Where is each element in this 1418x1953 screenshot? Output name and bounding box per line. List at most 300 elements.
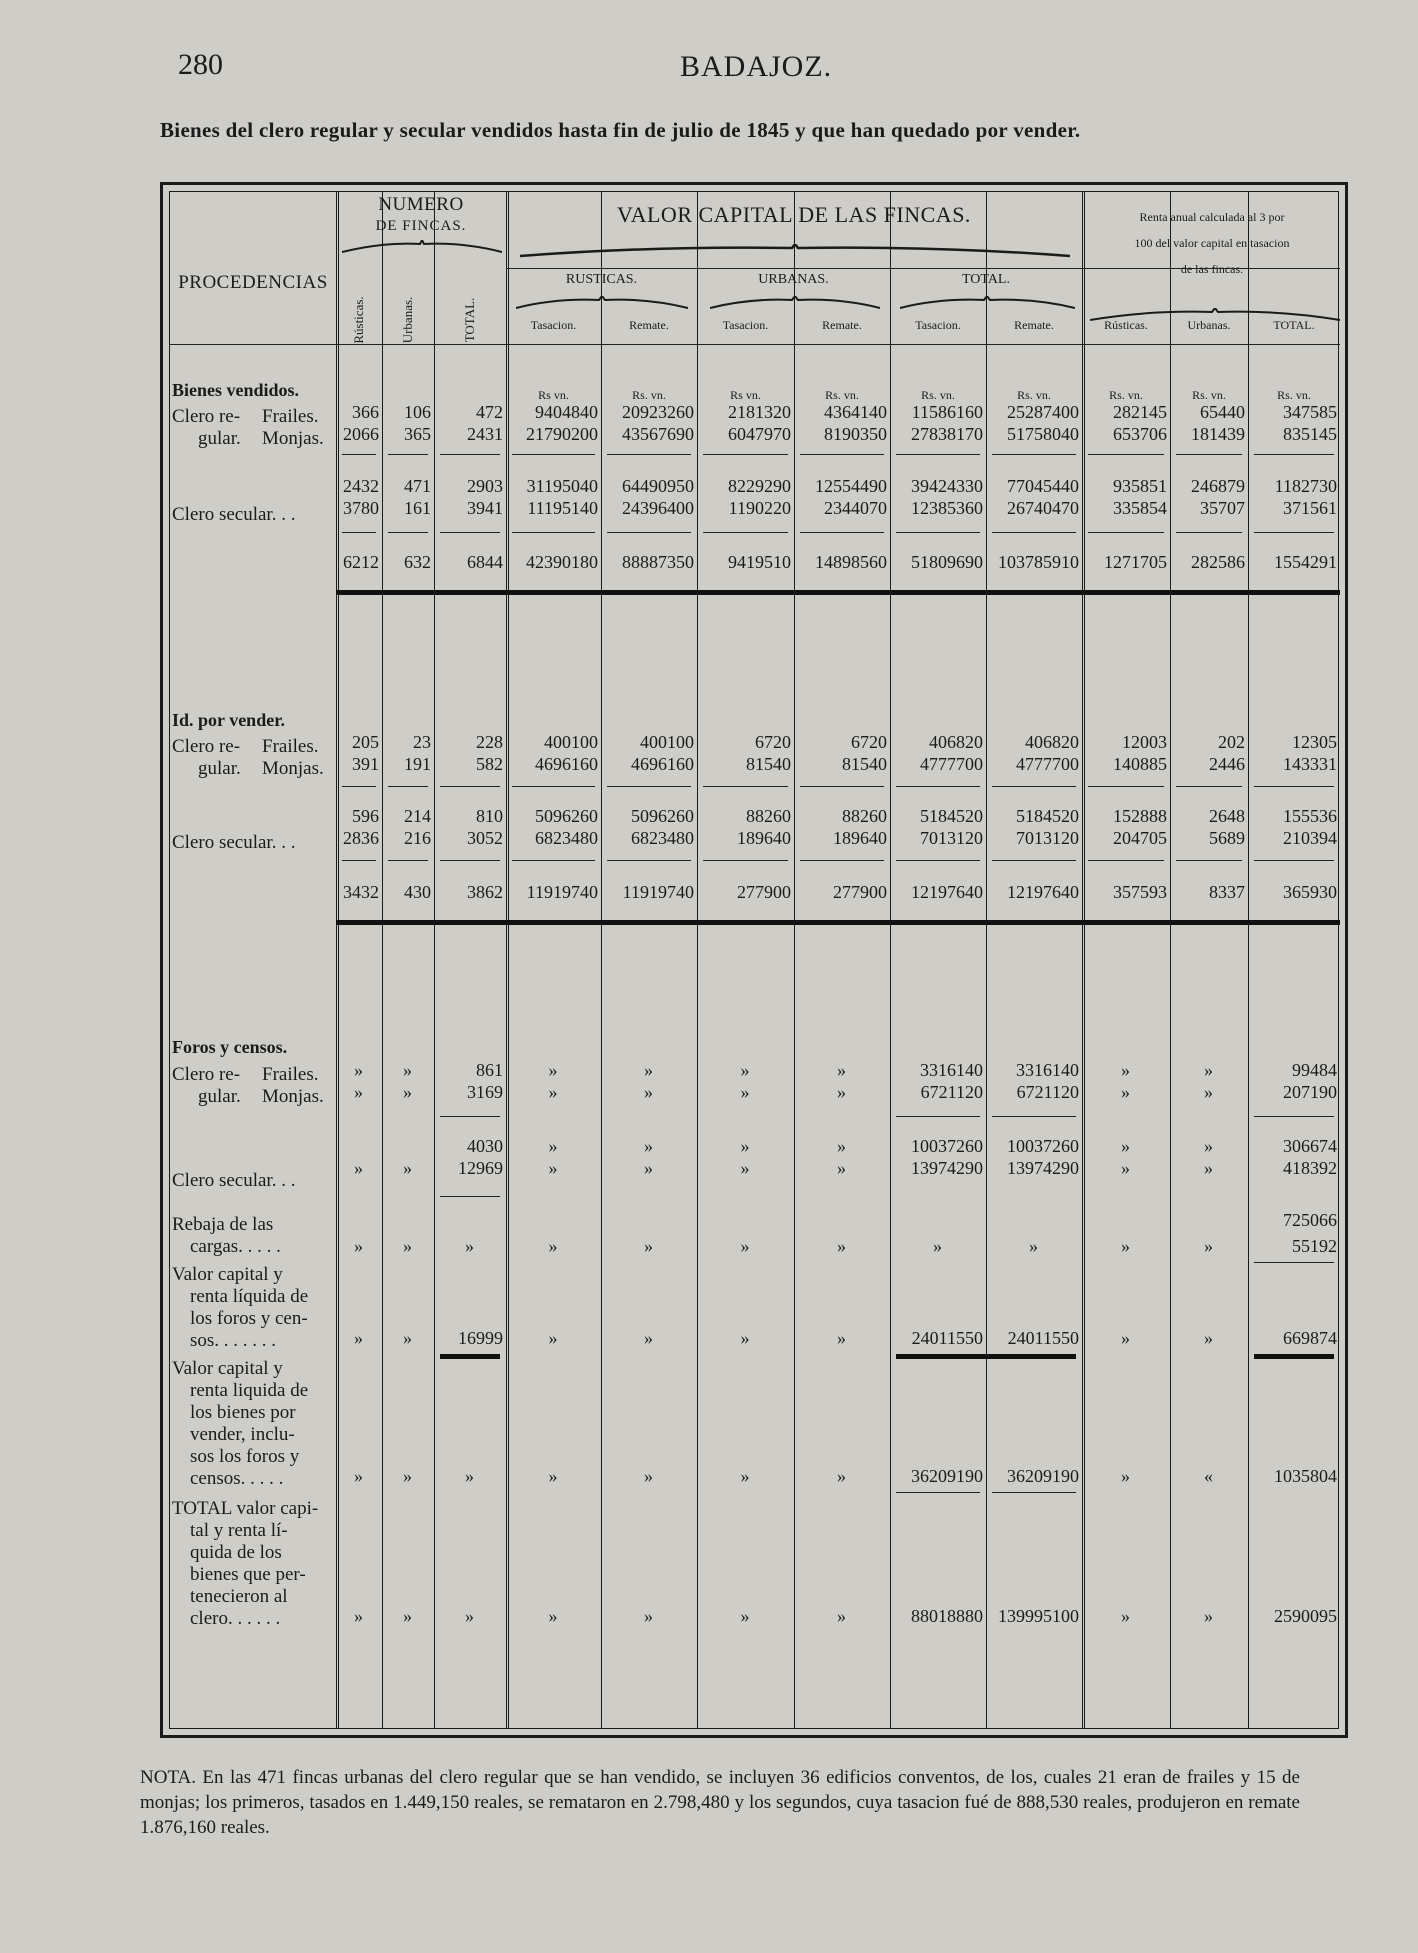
table-cell: 582 — [476, 754, 503, 774]
table-cell: 9419510 — [728, 552, 791, 572]
table-cell: 43567690 — [622, 424, 694, 444]
table-cell: 207190 — [1283, 1082, 1337, 1102]
table-cell: 669874 — [1283, 1328, 1337, 1348]
units-label: Rs. vn. — [632, 388, 666, 402]
label-vc-foros: Valor capital y — [172, 1264, 283, 1285]
label-clero-re: Clero re- — [172, 406, 241, 427]
label-vc-bienes: vender, inclu- — [190, 1424, 295, 1445]
table-cell: » — [1204, 1060, 1213, 1080]
sum-rule — [1176, 454, 1242, 455]
table-cell: » — [933, 1236, 942, 1256]
sum-rule — [607, 532, 691, 533]
sum-rule — [1254, 1116, 1334, 1117]
table-cell: 391 — [352, 754, 379, 774]
table-cell: 3432 — [343, 882, 379, 902]
table-cell: » — [837, 1082, 846, 1102]
table-cell: » — [354, 1236, 363, 1256]
table-cell: » — [1204, 1136, 1213, 1156]
sum-rule — [342, 860, 376, 861]
table-title: Bienes del clero regular y secular vendidos hasta fin de julio de 1845 y que han quedado por vender. — [160, 118, 1081, 142]
units-label: Rs vn. — [730, 388, 761, 402]
table-cell: » — [1121, 1328, 1130, 1348]
table-cell: 2590095 — [1274, 1606, 1337, 1626]
sum-rule — [896, 454, 980, 455]
sum-rule — [440, 532, 500, 533]
table-cell: 365930 — [1283, 882, 1337, 902]
table-cell: 81540 — [842, 754, 887, 774]
table-cell: » — [837, 1328, 846, 1348]
table-cell: 7013120 — [920, 828, 983, 848]
table-cell: 88018880 — [911, 1606, 983, 1626]
table-cell: 2344070 — [824, 498, 887, 518]
table-cell: 653706 — [1113, 424, 1167, 444]
table-cell: 77045440 — [1007, 476, 1079, 496]
header-remate: Remate. — [1014, 318, 1054, 332]
table-cell: 6721120 — [920, 1082, 983, 1102]
table-cell: » — [837, 1136, 846, 1156]
sum-rule — [992, 1116, 1076, 1117]
sum-rule — [800, 532, 884, 533]
header-brace — [900, 296, 1075, 310]
table-cell: » — [740, 1236, 750, 1256]
table-cell: 632 — [404, 552, 431, 572]
section-rule-thick — [1254, 1354, 1334, 1359]
header-remate: Remate. — [822, 318, 862, 332]
table-cell: » — [548, 1082, 558, 1102]
table-cell: 3862 — [467, 882, 503, 902]
table-cell: » — [740, 1606, 750, 1626]
table-cell: 55192 — [1292, 1236, 1337, 1256]
table-cell: 189640 — [833, 828, 887, 848]
label-clero-re: Clero re- — [172, 1064, 241, 1085]
table-cell: 64490950 — [622, 476, 694, 496]
sum-rule — [992, 454, 1076, 455]
table-cell: » — [403, 1082, 412, 1102]
sum-rule — [992, 1492, 1076, 1493]
table-cell: 6823480 — [535, 828, 598, 848]
sum-rule — [1254, 532, 1334, 533]
sum-rule — [992, 786, 1076, 787]
table-cell: 152888 — [1113, 806, 1167, 826]
label-clero-re: Clero re- — [172, 736, 241, 757]
column-rule — [890, 192, 891, 1728]
table-cell: 4777700 — [920, 754, 983, 774]
header-tasacion: Tasacion. — [915, 318, 961, 332]
table-cell: 282145 — [1113, 402, 1167, 422]
table-cell: » — [403, 1158, 412, 1178]
table-cell: 12305 — [1292, 732, 1337, 752]
sum-rule — [1088, 860, 1164, 861]
table-cell: » — [548, 1158, 558, 1178]
units-label: Rs. vn. — [1109, 388, 1143, 402]
table-cell: 16999 — [458, 1328, 503, 1348]
table-cell: 282586 — [1191, 552, 1245, 572]
label-frailes: Frailes. — [262, 736, 319, 757]
table-cell: » — [837, 1466, 846, 1486]
table-cell: 2836 — [343, 828, 379, 848]
sum-rule — [1176, 860, 1242, 861]
label-vc-bienes: Valor capital y — [172, 1358, 283, 1379]
column-rule — [986, 192, 987, 1728]
table-cell: 4696160 — [631, 754, 694, 774]
table-cell: 277900 — [833, 882, 887, 902]
sum-rule — [800, 454, 884, 455]
table-cell: » — [1204, 1606, 1213, 1626]
table-cell: 7013120 — [1016, 828, 1079, 848]
label-vc-bienes: sos los foros y — [190, 1446, 300, 1467]
table-cell: 12385360 — [911, 498, 983, 518]
column-rule — [794, 192, 795, 1728]
table-cell: 8229290 — [728, 476, 791, 496]
sum-rule — [896, 1492, 980, 1493]
table-cell: 106 — [404, 402, 431, 422]
label-total-clero: bienes que per- — [190, 1564, 306, 1585]
label-vc-foros: sos. . . . . . . — [190, 1330, 277, 1351]
sum-rule — [703, 532, 788, 533]
table-cell: » — [1121, 1060, 1130, 1080]
table-cell: 21790200 — [526, 424, 598, 444]
column-rule — [697, 192, 698, 1728]
header-brace — [516, 296, 688, 310]
sum-rule — [1254, 860, 1334, 861]
table-cell: 155536 — [1283, 806, 1337, 826]
data-table — [160, 182, 1348, 1738]
table-cell: » — [1204, 1158, 1213, 1178]
label-rebaja: cargas. . . . . — [190, 1236, 281, 1257]
table-cell: 189640 — [737, 828, 791, 848]
sum-rule — [607, 860, 691, 861]
table-cell: » — [740, 1136, 750, 1156]
table-cell: 140885 — [1113, 754, 1167, 774]
sum-rule — [342, 454, 376, 455]
table-cell: 5096260 — [535, 806, 598, 826]
sum-rule — [992, 532, 1076, 533]
table-cell: 2432 — [343, 476, 379, 496]
table-cell: 596 — [352, 806, 379, 826]
table-cell: 430 — [404, 882, 431, 902]
label-vc-bienes: renta liquida de — [190, 1380, 309, 1401]
sum-rule — [607, 454, 691, 455]
table-cell: 13974290 — [911, 1158, 983, 1178]
table-cell: 418392 — [1283, 1158, 1337, 1178]
sum-rule — [342, 532, 376, 533]
table-cell: 36209190 — [911, 1466, 983, 1486]
header-renta-l1: Renta anual calculada al 3 por — [1139, 210, 1285, 224]
table-cell: 406820 — [1025, 732, 1079, 752]
table-cell: 725066 — [1283, 1210, 1337, 1230]
table-cell: 35707 — [1200, 498, 1245, 518]
table-cell: 20923260 — [622, 402, 694, 422]
table-cell: 103785910 — [998, 552, 1079, 572]
units-label: Rs. vn. — [825, 388, 859, 402]
table-cell: » — [354, 1060, 363, 1080]
table-cell: 191 — [404, 754, 431, 774]
page-number: 280 — [178, 48, 223, 81]
table-cell: 36209190 — [1007, 1466, 1079, 1486]
table-cell: » — [644, 1060, 653, 1080]
section-foros: Foros y censos. — [172, 1037, 288, 1057]
table-cell: 4030 — [467, 1136, 503, 1156]
table-cell: » — [548, 1606, 558, 1626]
table-cell: 210394 — [1283, 828, 1337, 848]
column-rule — [382, 192, 383, 1728]
table-cell: 12969 — [458, 1158, 503, 1178]
table-cell: 31195040 — [526, 476, 598, 496]
table-cell: 139995100 — [998, 1606, 1079, 1626]
table-cell: » — [644, 1236, 653, 1256]
table-cell: 406820 — [929, 732, 983, 752]
sum-rule — [1254, 786, 1334, 787]
units-label: Rs vn. — [538, 388, 569, 402]
table-cell: 810 — [476, 806, 503, 826]
table-cell: 6721120 — [1016, 1082, 1079, 1102]
sum-rule — [896, 786, 980, 787]
sum-rule — [512, 454, 595, 455]
table-cell: « — [1204, 1466, 1213, 1486]
table-cell: 6047970 — [728, 424, 791, 444]
label-total-clero: tenecieron al — [190, 1586, 288, 1607]
sum-rule — [1088, 786, 1164, 787]
table-cell: 204705 — [1113, 828, 1167, 848]
table-cell: » — [465, 1606, 474, 1626]
column-rule — [434, 192, 435, 1728]
table-cell: 3316140 — [920, 1060, 983, 1080]
table-cell: » — [740, 1466, 750, 1486]
header-remate: Remate. — [629, 318, 669, 332]
table-cell: » — [548, 1236, 558, 1256]
label-rebaja: Rebaja de las — [172, 1214, 274, 1235]
label-clero-secular: Clero secular. . . — [172, 504, 296, 525]
table-cell: 6720 — [851, 732, 887, 752]
table-cell: 1190220 — [728, 498, 791, 518]
table-cell: 216 — [404, 828, 431, 848]
header-urbanas: URBANAS. — [758, 272, 829, 287]
header-tasacion: Tasacion. — [722, 318, 769, 332]
table-cell: » — [548, 1060, 558, 1080]
table-cell: 3316140 — [1016, 1060, 1079, 1080]
table-cell: 81540 — [746, 754, 791, 774]
table-cell: » — [644, 1606, 653, 1626]
table-cell: » — [644, 1136, 653, 1156]
units-label: Rs. vn. — [1192, 388, 1226, 402]
section-rule-thick — [336, 590, 1340, 595]
table-cell: 471 — [404, 476, 431, 496]
table-cell: 214 — [404, 806, 431, 826]
header-renta-urbanas: Urbanas. — [1187, 318, 1231, 332]
table-cell: 246879 — [1191, 476, 1245, 496]
table-cell: 24396400 — [622, 498, 694, 518]
table-cell: 11919740 — [526, 882, 598, 902]
table-cell: 88887350 — [622, 552, 694, 572]
header-renta-l2: 100 del valor capital en tasacion — [1134, 236, 1290, 250]
label-frailes: Frailes. — [262, 406, 319, 427]
table-cell: » — [548, 1136, 558, 1156]
sum-rule — [440, 1116, 500, 1117]
table-cell: » — [1204, 1328, 1213, 1348]
footnote: NOTA. En las 471 fincas urbanas del clero regular que se han vendido, se incluyen 36 edificios conventos, de los, cuales 21 eran de frailes y 15 de monjas; los primeros, tasados en 1.449,150 reales, se remataron en 2.798,480 y los segundos, cuya tasacion fué de 888,530 reales, produjeron en remate 1.876,160 reales. — [140, 1767, 1300, 1838]
table-cell: » — [403, 1466, 412, 1486]
sum-rule — [512, 786, 595, 787]
table-cell: » — [644, 1082, 653, 1102]
table-cell: 181439 — [1191, 424, 1245, 444]
table-cell: » — [465, 1466, 474, 1486]
label-total-clero: quida de los — [190, 1542, 282, 1563]
table-cell: » — [1121, 1136, 1130, 1156]
label-vc-bienes: censos. . . . . — [190, 1468, 284, 1489]
table-cell: 143331 — [1283, 754, 1337, 774]
table-cell: 371561 — [1283, 498, 1337, 518]
table-cell: 23 — [413, 732, 431, 752]
header-renta-total: TOTAL. — [1273, 318, 1315, 332]
table-cell: 6844 — [467, 552, 503, 572]
label-frailes: Frailes. — [262, 1064, 319, 1085]
table-cell: » — [837, 1236, 846, 1256]
sum-rule — [342, 786, 376, 787]
table-cell: 3941 — [467, 498, 503, 518]
section-rule-thick — [896, 1354, 1076, 1359]
label-monjas: Monjas. — [262, 1086, 324, 1107]
header-rule — [506, 268, 1340, 269]
label-vc-foros: los foros y cen- — [190, 1308, 308, 1329]
table-cell: 2181320 — [728, 402, 791, 422]
header-brace — [342, 240, 502, 254]
table-cell: » — [354, 1328, 363, 1348]
sum-rule — [800, 860, 884, 861]
table-cell: 12003 — [1122, 732, 1167, 752]
sum-rule — [388, 860, 428, 861]
sum-rule — [1176, 532, 1242, 533]
table-cell: 11919740 — [622, 882, 694, 902]
table-cell: » — [403, 1236, 412, 1256]
table-cell: 347585 — [1283, 402, 1337, 422]
label-monjas: Monjas. — [262, 758, 324, 779]
table-cell: 1554291 — [1274, 552, 1337, 572]
header-renta-l3: de las fincas. — [1180, 262, 1244, 276]
table-cell: » — [837, 1606, 846, 1626]
table-cell: 366 — [352, 402, 379, 422]
label-total-clero: tal y renta lí- — [190, 1520, 288, 1541]
sum-rule — [1088, 454, 1164, 455]
table-cell: » — [354, 1158, 363, 1178]
table-cell: » — [1121, 1158, 1130, 1178]
table-cell: 2446 — [1209, 754, 1245, 774]
sum-rule — [607, 786, 691, 787]
sum-rule — [440, 786, 500, 787]
table-cell: 205 — [352, 732, 379, 752]
table-cell: 1035804 — [1274, 1466, 1337, 1486]
table-cell: 3169 — [467, 1082, 503, 1102]
table-cell: » — [548, 1328, 558, 1348]
header-urbanas-vertical: Urbanas. — [400, 296, 415, 344]
table-cell: 65440 — [1200, 402, 1245, 422]
table-cell: 2648 — [1209, 806, 1245, 826]
table-cell: » — [1121, 1236, 1130, 1256]
section-rule-thick — [336, 920, 1340, 925]
table-cell: 202 — [1218, 732, 1245, 752]
header-renta-rusticas: Rústicas. — [1104, 318, 1148, 332]
table-cell: » — [644, 1328, 653, 1348]
table-cell: » — [740, 1158, 750, 1178]
sum-rule — [703, 454, 788, 455]
table-cell: » — [837, 1060, 846, 1080]
table-cell: 9404840 — [535, 402, 598, 422]
header-brace — [520, 244, 1070, 258]
table-cell: 14898560 — [815, 552, 887, 572]
sum-rule — [896, 532, 980, 533]
label-monjas: Monjas. — [262, 428, 324, 449]
table-cell: » — [403, 1060, 412, 1080]
province-header: BADAJOZ. — [680, 50, 833, 83]
table-cell: 12197640 — [911, 882, 983, 902]
label-total-clero: TOTAL valor capi- — [172, 1498, 319, 1519]
label-gular: gular. — [198, 1086, 241, 1107]
table-cell: 10037260 — [1007, 1136, 1079, 1156]
table-cell: 39424330 — [911, 476, 983, 496]
table-cell: » — [837, 1158, 846, 1178]
table-cell: » — [354, 1466, 363, 1486]
section-vendidos: Bienes vendidos. — [172, 380, 300, 400]
table-cell: » — [740, 1060, 750, 1080]
table-cell: 42390180 — [526, 552, 598, 572]
table-cell: 6823480 — [631, 828, 694, 848]
sum-rule — [703, 786, 788, 787]
table-cell: 4777700 — [1016, 754, 1079, 774]
table-cell: » — [1204, 1082, 1213, 1102]
sum-rule — [1088, 532, 1164, 533]
sum-rule — [896, 1116, 980, 1117]
table-cell: 51758040 — [1007, 424, 1079, 444]
table-inner-frame — [169, 191, 1339, 1729]
header-procedencias: PROCEDENCIAS — [178, 272, 328, 293]
table-cell: 357593 — [1113, 882, 1167, 902]
table-cell: 306674 — [1283, 1136, 1337, 1156]
sum-rule — [440, 1196, 500, 1197]
table-cell: 5184520 — [1016, 806, 1079, 826]
table-cell: 3052 — [467, 828, 503, 848]
sum-rule — [440, 454, 500, 455]
table-cell: 24011550 — [1007, 1328, 1079, 1348]
header-rule — [170, 344, 1340, 345]
table-cell: 5096260 — [631, 806, 694, 826]
table-cell: 4364140 — [824, 402, 887, 422]
table-cell: 835145 — [1283, 424, 1337, 444]
sum-rule — [388, 532, 428, 533]
sum-rule — [703, 860, 788, 861]
table-cell: 2066 — [343, 424, 379, 444]
table-cell: » — [740, 1328, 750, 1348]
table-cell: 11195140 — [527, 498, 598, 518]
sum-rule — [512, 860, 595, 861]
table-cell: » — [1121, 1466, 1130, 1486]
units-label: Rs. vn. — [1277, 388, 1311, 402]
table-cell: 6212 — [343, 552, 379, 572]
table-cell: 51809690 — [911, 552, 983, 572]
table-cell: 26740470 — [1007, 498, 1079, 518]
sum-rule — [512, 532, 595, 533]
label-vc-bienes: los bienes por — [190, 1402, 296, 1423]
table-cell: 8190350 — [824, 424, 887, 444]
table-cell: » — [465, 1236, 474, 1256]
table-cell: 8337 — [1209, 882, 1245, 902]
table-cell: » — [548, 1466, 558, 1486]
table-cell: 935851 — [1113, 476, 1167, 496]
sum-rule — [896, 860, 980, 861]
table-cell: » — [644, 1466, 653, 1486]
table-cell: 6720 — [755, 732, 791, 752]
table-cell: 24011550 — [911, 1328, 983, 1348]
sum-rule — [800, 786, 884, 787]
table-cell: 13974290 — [1007, 1158, 1079, 1178]
